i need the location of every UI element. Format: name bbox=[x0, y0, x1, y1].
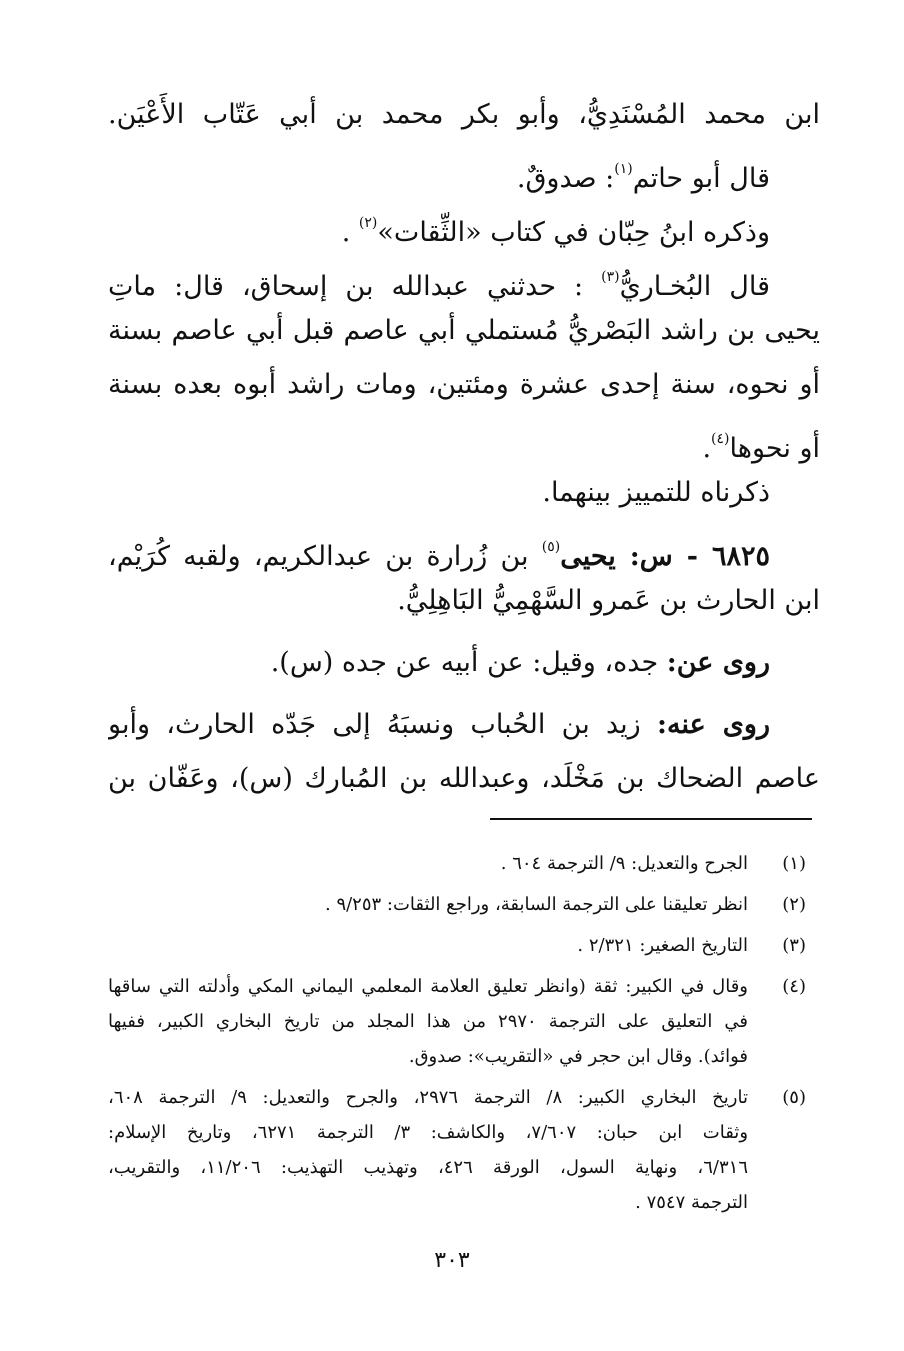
text-line-content: أو نحوه، سنة إحدى عشرة ومئتين، ومات راشد أبوه بعده بسنة bbox=[108, 369, 820, 400]
rawa-anhu-line bbox=[108, 698, 820, 752]
footnote-number: (٤) bbox=[782, 976, 806, 997]
text-line bbox=[108, 142, 820, 196]
footnote-reference[interactable]: (٤) bbox=[711, 431, 730, 447]
text-segment: وذكره ابنُ حِبّان في كتاب «الثِّقات» bbox=[377, 217, 770, 248]
text-line-content: عاصم الضحاك بن مَخْلَد، وعبدالله بن المُبارك (س)، وعَفّان بن bbox=[108, 763, 820, 794]
text-segment: : صدوقٌ. bbox=[516, 163, 615, 194]
text-line-content: يحيى بن راشد البَصْريُّ مُستملي أبي عاصم قبل أبي عاصم بسنة bbox=[108, 315, 820, 346]
footnote-reference[interactable]: (٥) bbox=[541, 539, 561, 555]
footnote-reference[interactable]: (٣) bbox=[601, 269, 620, 285]
text-line-content: ابن الحارث بن عَمرو السَّهْمِيُّ البَاهِلِيُّ. bbox=[397, 585, 820, 616]
footnotes bbox=[108, 846, 820, 1226]
text-line bbox=[108, 88, 820, 142]
footnote-reference[interactable]: (١) bbox=[614, 161, 633, 177]
footnote-line: الجرح والتعديل: ٩/ الترجمة ٦٠٤ . bbox=[500, 853, 748, 874]
rawa-anhu-text: زيد بن الحُباب ونسبَهُ إلى جَدّه الحارث، وأبو bbox=[108, 709, 641, 740]
rawa-an-line bbox=[108, 636, 820, 690]
text-line bbox=[108, 196, 820, 250]
text-line bbox=[108, 412, 820, 466]
footnote-4 bbox=[108, 969, 820, 1074]
footnote-reference[interactable]: (٢) bbox=[358, 215, 378, 231]
footnote-line: وقال في الكبير: ثقة (وانظر تعليق العلامة المعلمي اليماني المكي وأدلته التي ساقها bbox=[108, 976, 748, 997]
footnote-3 bbox=[108, 928, 820, 963]
text-line-content: ذكرناه للتمييز بينهما. bbox=[542, 477, 770, 508]
footnote-number: (٣) bbox=[782, 935, 806, 956]
entry-number: ٦٨٢٥ - س: يحيى bbox=[560, 541, 770, 572]
main-text bbox=[108, 88, 820, 806]
footnote-line: في التعليق على الترجمة ٢٩٧٠ من هذا المجلد من تاريخ البخاري الكبير، ففيها bbox=[108, 1011, 748, 1032]
rawa-an-text: جده، وقيل: عن أبيه عن جده (س). bbox=[270, 647, 659, 678]
footnote-number: (٥) bbox=[782, 1087, 806, 1108]
text-line bbox=[108, 466, 820, 520]
footnote-line: التاريخ الصغير: ٢/٣٢١ . bbox=[577, 935, 748, 956]
footnote-divider bbox=[490, 818, 812, 820]
paragraph-gap bbox=[108, 628, 820, 636]
paragraph-gap bbox=[108, 690, 820, 698]
footnote-number: (٢) bbox=[782, 894, 806, 915]
text-line-content: ابن محمد المُسْنَدِيُّ، وأبو بكر محمد بن أبي عَتّاب الأَعْيَن. bbox=[108, 99, 820, 130]
text-segment: . bbox=[702, 433, 712, 464]
footnote-line: انظر تعليقنا على الترجمة السابقة، وراجع الثقات: ٩/٢٥٣ . bbox=[324, 894, 748, 915]
footnote-line: ٦/٣١٦، ونهاية السول، الورقة ٤٢٦، وتهذيب التهذيب: ١١/٢٠٦، والتقريب، bbox=[108, 1157, 748, 1178]
text-segment: أو نحوها bbox=[729, 433, 820, 464]
text-segment: . bbox=[341, 217, 351, 248]
rawa-anhu-label: روى عنه: bbox=[657, 709, 770, 740]
footnote-line: الترجمة ٧٥٤٧ . bbox=[635, 1192, 748, 1213]
text-line bbox=[108, 752, 820, 806]
footnote-line: وثقات ابن حبان: ٧/٦٠٧، والكاشف: ٣/ الترجمة ٦٢٧١، وتاريخ الإسلام: bbox=[108, 1122, 748, 1143]
text-line bbox=[108, 358, 820, 412]
text-line bbox=[108, 304, 820, 358]
text-line bbox=[108, 250, 820, 304]
text-segment: : حدثني عبدالله بن إسحاق، قال: ماتِ bbox=[108, 271, 584, 302]
page-number: ٣٠٣ bbox=[434, 1248, 470, 1273]
text-segment: بن زُرارة بن عبدالكريم، ولقبه كُرَيْم، bbox=[108, 541, 529, 572]
footnote-line: فوائد). وقال ابن حجر في «التقريب»: صدوق. bbox=[408, 1046, 748, 1067]
footnote-5 bbox=[108, 1080, 820, 1220]
rawa-an-label: روى عن: bbox=[666, 647, 770, 678]
footnote-line: تاريخ البخاري الكبير: ٨/ الترجمة ٢٩٧٦، والجرح والتعديل: ٩/ الترجمة ٦٠٨، bbox=[108, 1087, 748, 1108]
footnote-1 bbox=[108, 846, 820, 881]
footnote-number: (١) bbox=[782, 853, 806, 874]
text-line bbox=[108, 574, 820, 628]
entry-heading-line bbox=[108, 520, 820, 574]
text-segment: قال أبو حاتم bbox=[632, 163, 770, 194]
footnote-2 bbox=[108, 887, 820, 922]
text-segment: قال البُخـاريُّ bbox=[619, 271, 770, 302]
